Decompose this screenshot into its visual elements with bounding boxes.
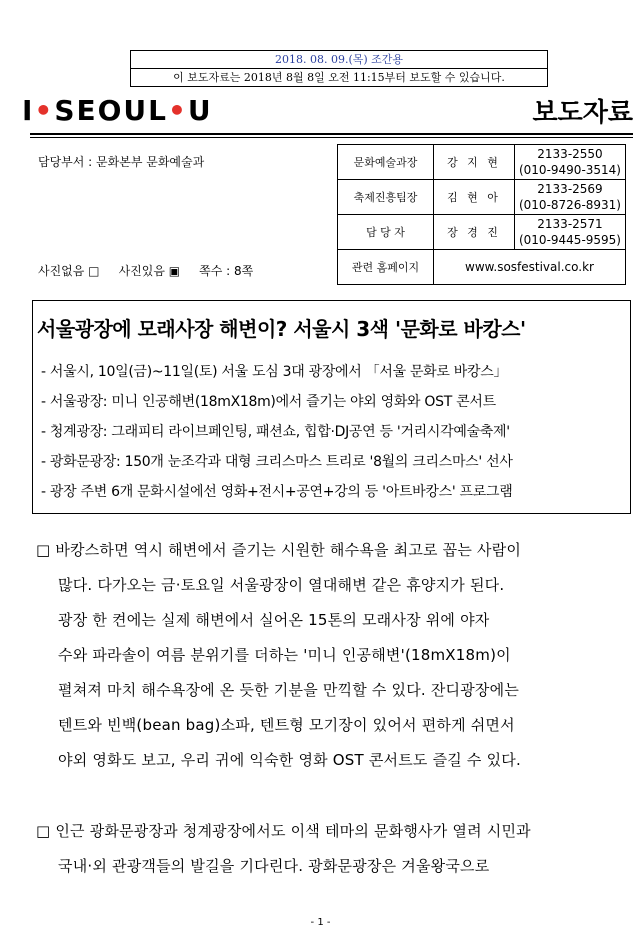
logo-dot-icon: •: [168, 94, 188, 127]
contact-phone: [515, 180, 626, 215]
homepage-url[interactable]: www.sosfestival.co.kr: [434, 250, 626, 285]
summary-bullet: - 청계광장: 그래피티 라이브페인팅, 패션쇼, 힙합·DJ공연 등 '거리시각예술축제': [41, 424, 510, 440]
paragraph-line: 국내·외 관광객들의 발길을 기다린다. 광화문광장은 겨울왕국으로: [58, 857, 490, 875]
paragraph-line: 수와 파라솔이 여름 분위기를 더하는 '미니 인공해변'(18mX18m)이: [58, 646, 511, 664]
paragraph-line: 많다. 다가오는 금·토요일 서울광장이 열대해변 같은 휴양지가 된다.: [58, 576, 505, 594]
homepage-row: [338, 250, 626, 285]
contact-name: 장 경 진: [434, 215, 515, 250]
department: 담당부서 : 문화본부 문화예술과: [38, 155, 205, 169]
paragraph-line: 야외 영화도 보고, 우리 귀에 익숙한 영화 OST 콘서트도 즐길 수 있다.: [58, 751, 521, 769]
summary-bullet: - 광장 주변 6개 문화시설에선 영화+전시+공연+강의 등 '아트바캉스' 프로그램: [41, 484, 513, 500]
page-number: - 1 -: [310, 917, 331, 928]
embargo-note: 이 보도자료는 2018년 8월 8일 오전 11:15부터 보도할 수 있습니다.: [173, 71, 505, 84]
mobile-number: (010-9490-3514): [518, 163, 621, 177]
homepage-label: 관련 홈페이지: [338, 250, 434, 285]
logo-part-i: I: [22, 94, 35, 127]
logo-part-u: U: [187, 94, 213, 127]
summary-bullet: - 광화문광장: 150개 눈조각과 대형 크리스마스 트리로 '8월의 크리스마스' 선사: [41, 454, 513, 470]
photo-info: 사진없음 □ 사진있음 ▣ 쪽수 : 8쪽: [38, 264, 254, 278]
contact-row: [338, 180, 626, 215]
headline: 서울광장에 모래사장 해변이? 서울시 3색 '문화로 바캉스': [37, 317, 526, 341]
mobile-number: (010-9445-9595): [518, 233, 621, 247]
body-paragraph-2: [36, 814, 531, 884]
paragraph-line: 펼쳐져 마치 해수욕장에 온 듯한 기분을 만끽할 수 있다. 잔디광장에는: [58, 681, 520, 699]
contact-row: [338, 145, 626, 180]
paragraph-line: □ 인근 광화문광장과 청계광장에서도 이색 테마의 문화행사가 열려 시민과: [36, 822, 531, 840]
contact-table: [337, 144, 626, 285]
body-paragraph-1: [36, 533, 521, 778]
contact-name: 김 현 아: [434, 180, 515, 215]
logo-dot-icon: •: [34, 94, 55, 127]
header-divider: [30, 137, 633, 138]
seoul-logo: [22, 94, 213, 127]
header-divider: [30, 133, 633, 135]
contact-phone: [515, 215, 626, 250]
summary-bullet: - 서울광장: 미니 인공해변(18mX18m)에서 즐기는 야외 영화와 OST 콘서트: [41, 394, 496, 410]
logo-part-seoul: SEOUL: [54, 94, 169, 127]
summary-bullet: - 서울시, 10일(금)~11일(토) 서울 도심 3대 광장에서 「서울 문화로 바캉스」: [41, 364, 508, 380]
paragraph-line: 텐트와 빈백(bean bag)소파, 텐트형 모기장이 있어서 편하게 쉬면서: [58, 716, 515, 734]
contact-role: 담 당 자: [338, 215, 434, 250]
phone-number: 2133-2569: [537, 182, 603, 196]
summary-box: [32, 300, 631, 514]
embargo-box: [130, 50, 548, 87]
summary-bullets: [41, 357, 513, 507]
paragraph-line: 광장 한 켠에는 실제 해변에서 실어온 15톤의 모래사장 위에 야자: [58, 611, 490, 629]
release-date: 2018. 08. 09.(목) 조간용: [131, 51, 547, 69]
phone-number: 2133-2550: [537, 147, 603, 161]
contact-name: 강 지 현: [434, 145, 515, 180]
contact-role: 축제진흥팀장: [338, 180, 434, 215]
press-release-title: 보도자료: [532, 98, 633, 128]
contact-role: 문화예술과장: [338, 145, 434, 180]
phone-number: 2133-2571: [537, 217, 603, 231]
paragraph-line: □ 바캉스하면 역시 해변에서 즐기는 시원한 해수욕을 최고로 꼽는 사람이: [36, 541, 522, 559]
contact-row: [338, 215, 626, 250]
mobile-number: (010-8726-8931): [518, 198, 621, 212]
contact-phone: [515, 145, 626, 180]
